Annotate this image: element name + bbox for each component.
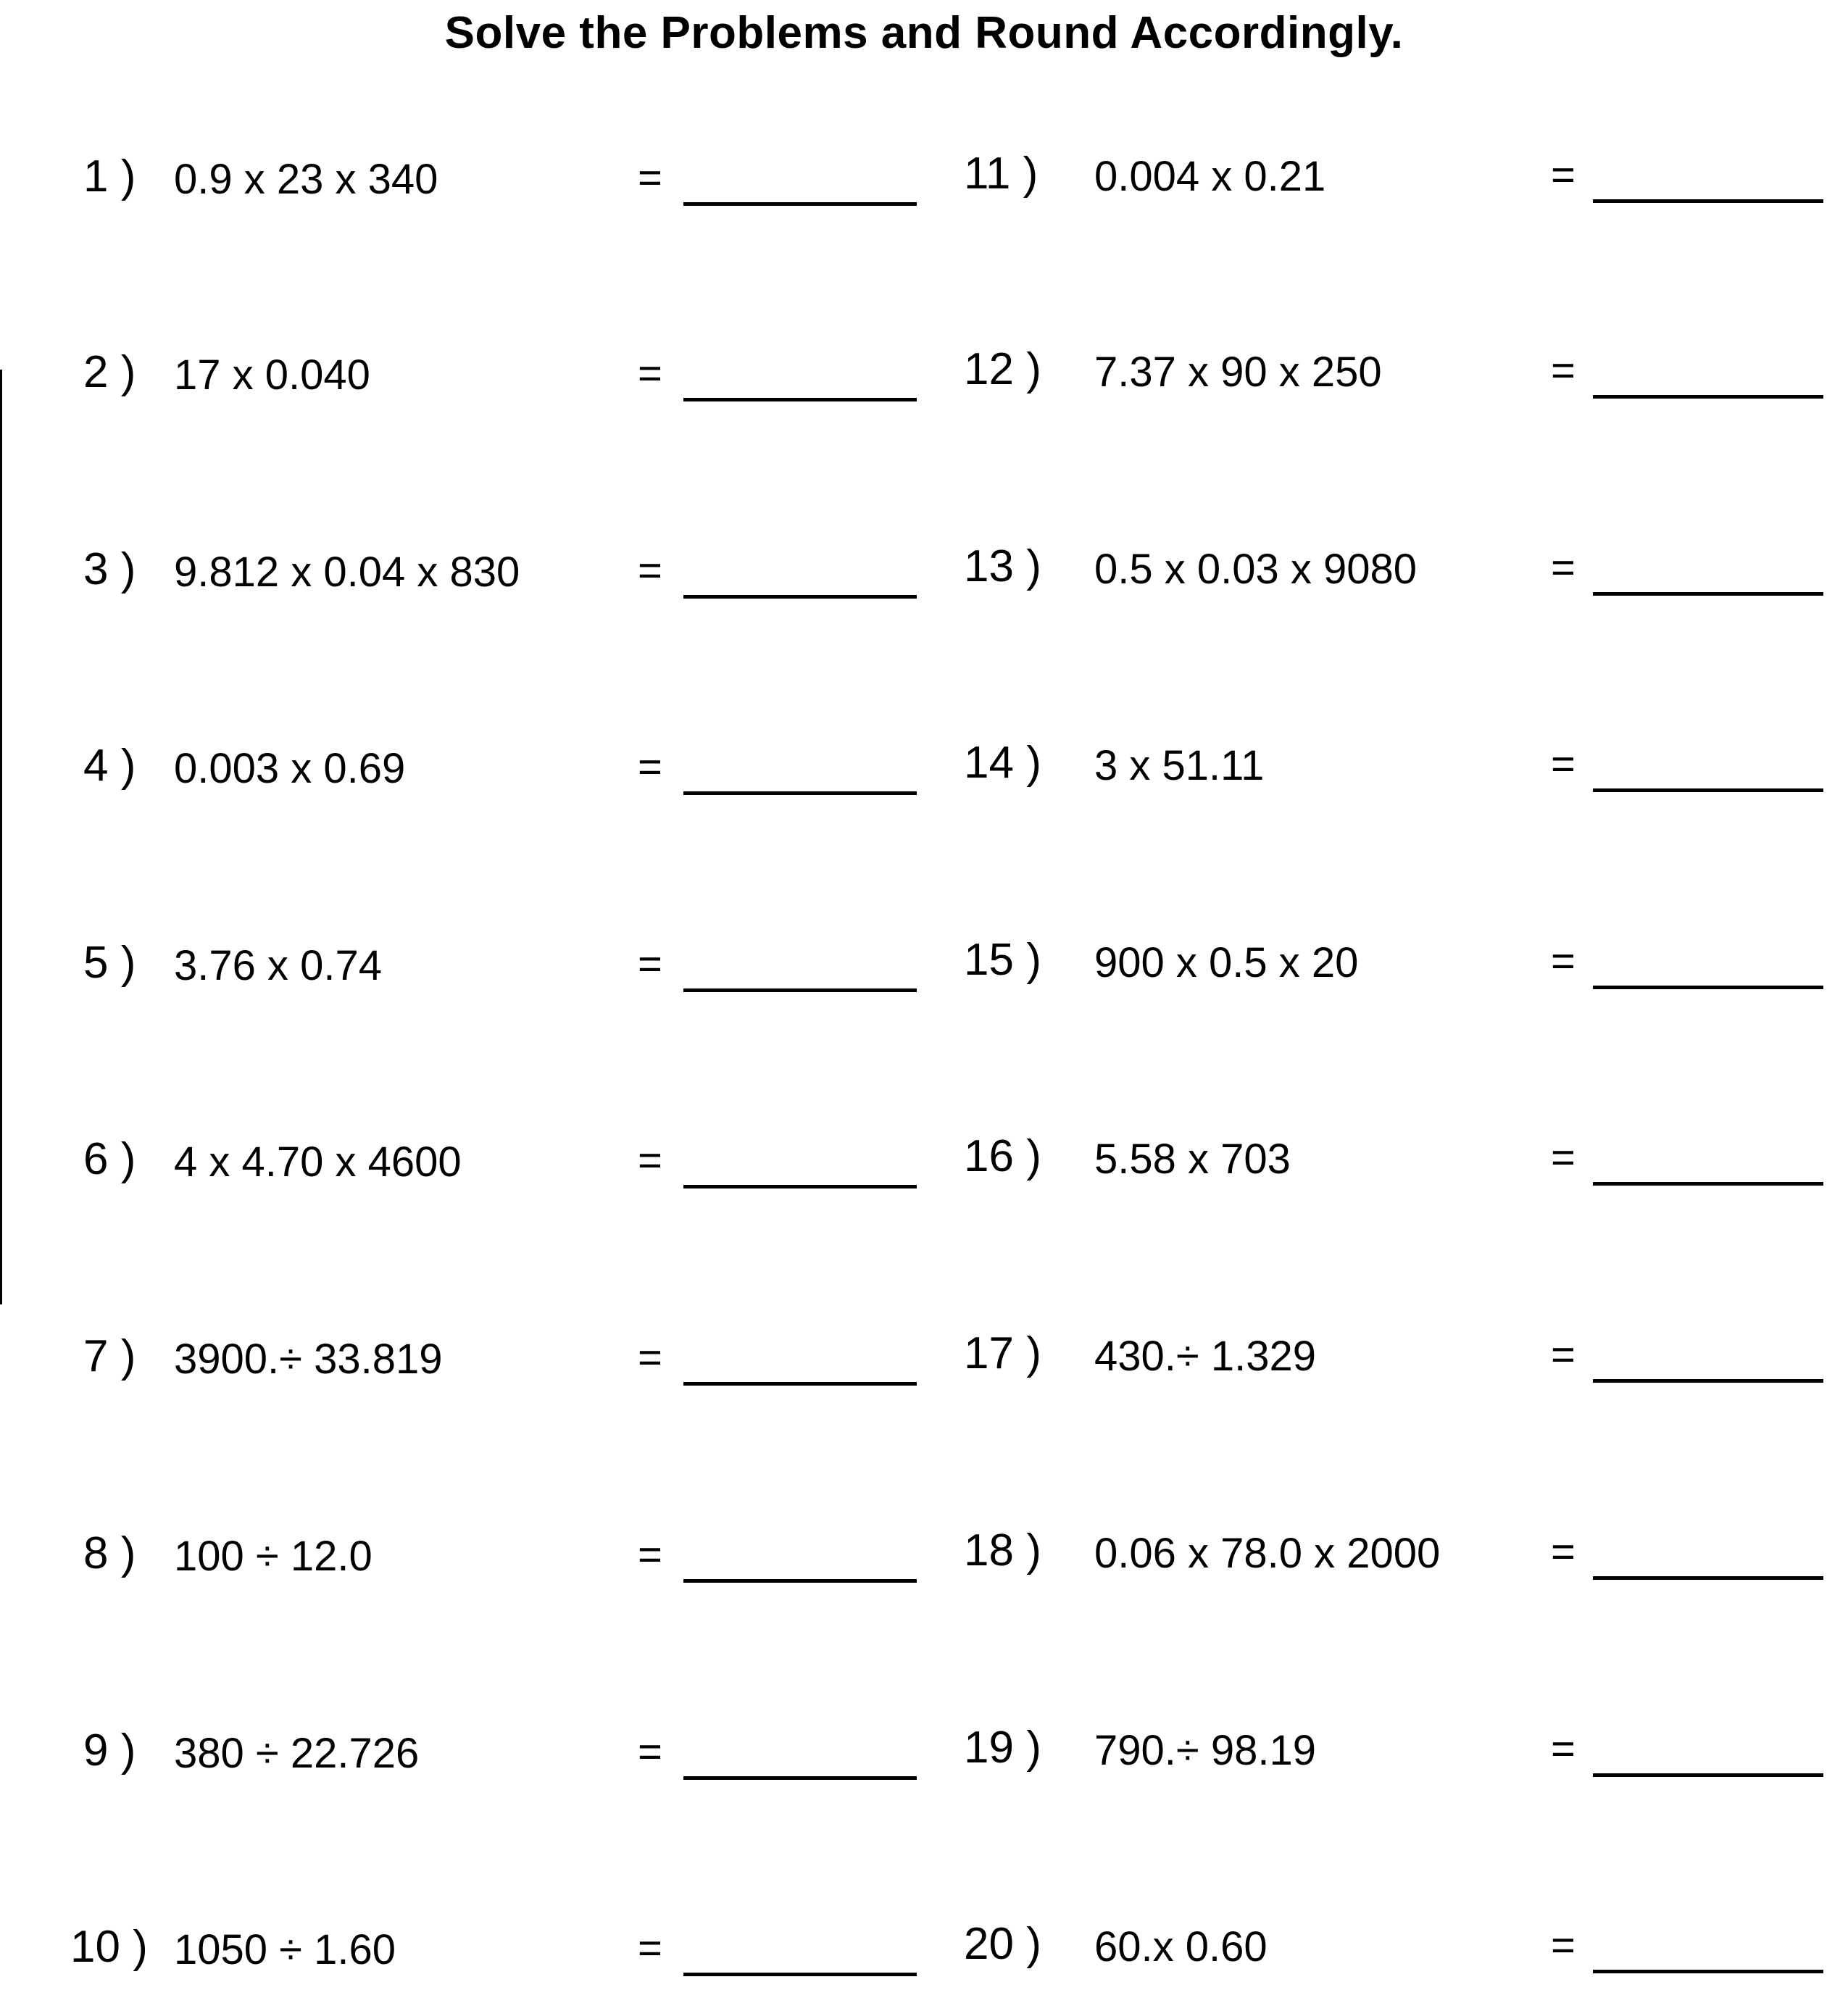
equals-sign: = (638, 1531, 662, 1578)
answer-blank[interactable] (1593, 1576, 1823, 1580)
equals-sign: = (638, 941, 662, 988)
problem-expression: 0.9 x 23 x 340 (174, 156, 438, 203)
problem-expression: 790.÷ 98.19 (1094, 1727, 1316, 1774)
problem-number: 1 ) (83, 151, 136, 201)
answer-blank[interactable] (683, 398, 917, 401)
problem-item (83, 1124, 917, 1196)
answer-blank[interactable] (1593, 1379, 1823, 1383)
equals-sign: = (638, 350, 662, 397)
equals-sign: = (1551, 938, 1576, 985)
equals-sign: = (638, 1334, 662, 1381)
problem-expression: 0.5 x 0.03 x 9080 (1094, 546, 1417, 593)
answer-blank[interactable] (1593, 788, 1823, 792)
problem-expression: 380 ÷ 22.726 (174, 1730, 420, 1777)
answer-blank[interactable] (683, 791, 917, 795)
problem-item (70, 1912, 904, 1984)
problem-number: 15 ) (964, 935, 1041, 985)
problem-item (964, 1909, 1823, 1981)
answer-blank[interactable] (1593, 199, 1823, 203)
problem-item (83, 928, 917, 1000)
problem-item (964, 1121, 1823, 1194)
equals-sign: = (1551, 1528, 1576, 1575)
problem-number: 5 ) (83, 938, 136, 988)
equals-sign: = (1551, 1922, 1576, 1969)
equals-sign: = (1551, 1725, 1576, 1773)
problem-number: 13 ) (964, 541, 1041, 591)
answer-blank[interactable] (683, 1776, 917, 1780)
problem-number: 14 ) (964, 738, 1041, 788)
problem-number: 20 ) (964, 1919, 1041, 1969)
equals-sign: = (1551, 1331, 1576, 1378)
answer-blank[interactable] (683, 988, 917, 992)
equals-sign: = (1551, 1134, 1576, 1181)
problem-expression: 17 x 0.040 (174, 351, 370, 399)
equals-sign: = (638, 547, 662, 594)
problem-item (83, 534, 917, 607)
worksheet-title: Solve the Problems and Round Accordingly. (444, 8, 1404, 58)
problem-expression: 430.÷ 1.329 (1094, 1333, 1316, 1380)
problem-item (964, 1318, 1823, 1391)
answer-blank[interactable] (1593, 395, 1823, 399)
problem-expression: 0.06 x 78.0 x 2000 (1094, 1530, 1441, 1577)
problem-item (964, 1515, 1823, 1588)
problem-number: 9 ) (83, 1725, 136, 1775)
equals-sign: = (638, 744, 662, 791)
problem-item (83, 141, 917, 214)
problem-item (83, 730, 917, 803)
answer-blank[interactable] (683, 202, 917, 206)
problem-item (83, 1518, 917, 1591)
problem-expression: 4 x 4.70 x 4600 (174, 1138, 462, 1186)
problem-expression: 1050 ÷ 1.60 (174, 1926, 396, 1973)
answer-blank[interactable] (1593, 1182, 1823, 1186)
problem-number: 17 ) (964, 1328, 1041, 1378)
problem-number: 8 ) (83, 1528, 136, 1578)
problem-expression: 3.76 x 0.74 (174, 942, 382, 989)
problem-expression: 100 ÷ 12.0 (174, 1533, 372, 1580)
equals-sign: = (1551, 544, 1576, 591)
answer-blank[interactable] (1593, 986, 1823, 989)
problem-expression: 0.003 x 0.69 (174, 745, 406, 792)
problem-item (964, 531, 1823, 604)
problem-number: 11 ) (964, 149, 1039, 199)
problem-number: 16 ) (964, 1131, 1041, 1181)
problem-item (83, 1321, 917, 1394)
answer-blank[interactable] (1593, 1773, 1823, 1777)
problem-number: 4 ) (83, 741, 136, 791)
problem-expression: 3900.÷ 33.819 (174, 1336, 443, 1383)
equals-sign: = (638, 1137, 662, 1184)
problem-expression: 900 x 0.5 x 20 (1094, 939, 1359, 986)
problem-expression: 3 x 51.11 (1094, 742, 1265, 789)
problem-expression: 0.004 x 0.21 (1094, 153, 1326, 200)
problem-number: 2 ) (83, 347, 136, 397)
problem-item (964, 1712, 1823, 1785)
problem-number: 19 ) (964, 1723, 1041, 1773)
problem-item (83, 1715, 917, 1788)
answer-blank[interactable] (683, 1579, 917, 1583)
problem-item (964, 138, 1823, 211)
problem-expression: 7.37 x 90 x 250 (1094, 349, 1382, 396)
problem-item (83, 337, 917, 409)
answer-blank[interactable] (683, 1973, 917, 1976)
problem-item (964, 925, 1823, 997)
problem-expression: 9.812 x 0.04 x 830 (174, 549, 520, 596)
equals-sign: = (638, 1728, 662, 1775)
equals-sign: = (638, 1925, 662, 1972)
problem-expression: 60.x 0.60 (1094, 1923, 1268, 1970)
problem-number: 12 ) (964, 344, 1041, 394)
problem-number: 7 ) (83, 1331, 136, 1381)
left-margin-line (0, 370, 2, 1304)
answer-blank[interactable] (1593, 1970, 1823, 1973)
problem-item (964, 728, 1823, 800)
answer-blank[interactable] (683, 595, 917, 599)
problem-number: 6 ) (83, 1134, 136, 1184)
equals-sign: = (638, 154, 662, 201)
answer-blank[interactable] (683, 1382, 917, 1386)
answer-blank[interactable] (1593, 592, 1823, 596)
problem-number: 10 ) (70, 1922, 148, 1972)
problem-expression: 5.58 x 703 (1094, 1136, 1291, 1183)
equals-sign: = (1551, 347, 1576, 394)
problem-number: 3 ) (83, 544, 136, 594)
equals-sign: = (1551, 151, 1576, 199)
equals-sign: = (1551, 741, 1576, 788)
answer-blank[interactable] (683, 1185, 917, 1188)
problem-item (964, 334, 1823, 407)
problem-number: 18 ) (964, 1525, 1041, 1575)
